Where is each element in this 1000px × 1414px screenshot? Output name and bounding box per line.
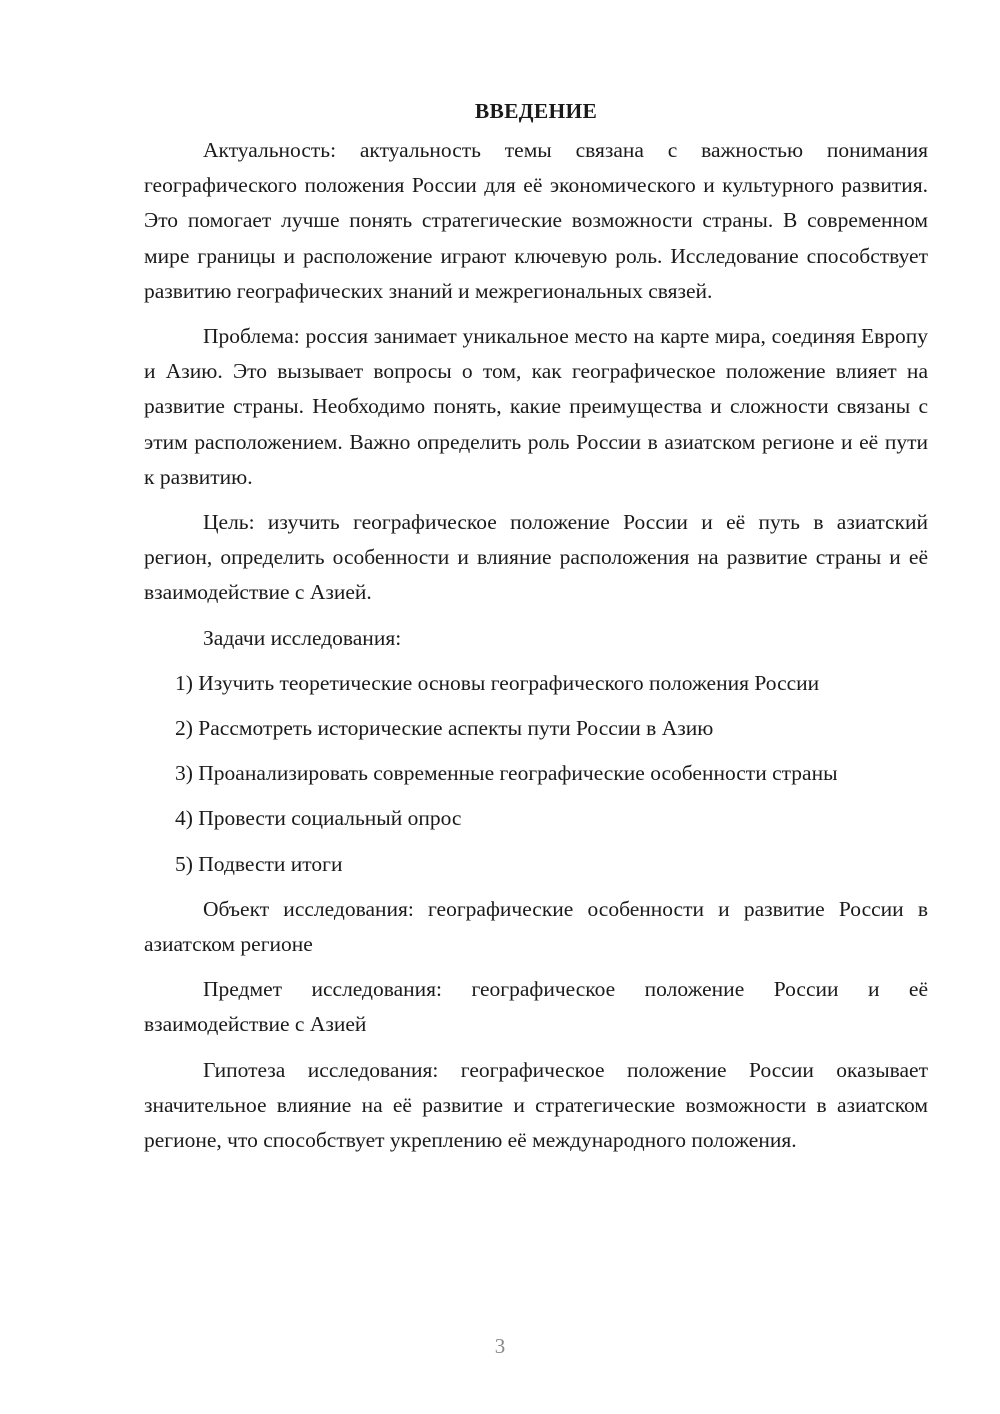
- task-item: 5) Подвести итоги: [175, 851, 343, 876]
- tasks-heading: Задачи исследования:: [203, 625, 402, 650]
- object-paragraph: Объект исследования: географические особенности и развитие России в азиатском регионе: [144, 896, 928, 957]
- page-number: 3: [494, 1334, 506, 1358]
- goal-paragraph: Цель: изучить географическое положение России и её путь в азиатский регион, определить особенности и влияние расположения на развитие страны и её взаимодействие с Азией.: [144, 510, 928, 605]
- problem-paragraph: Проблема: россия занимает уникальное место на карте мира, соединяя Европу и Азию. Это вызывает вопросы о том, как географическое положение влияет на развитие страны. Необходимо понять, какие преимущества и сложности связаны с этим расположением. Важно определить роль России в азиатском регионе и её пути к развитию.: [144, 324, 928, 489]
- task-item: 3) Проанализировать современные географические особенности страны: [175, 761, 838, 786]
- subject-paragraph: Предмет исследования: географическое положение России и её взаимодействие с Азией: [144, 977, 928, 1037]
- page-title: ВВЕДЕНИЕ: [474, 99, 598, 123]
- task-item: 4) Провести социальный опрос: [175, 806, 462, 831]
- task-item: 2) Рассмотреть исторические аспекты пути России в Азию: [175, 716, 714, 741]
- relevance-paragraph: Актуальность: актуальность темы связана с важностью понимания географического положения России для её экономического и культурного развития. Это помогает лучше понять стратегические возможности страны. В современном мире границы и расположение играют ключевую роль. Исследование способствует развитию географических знаний и межрегиональных связей.: [144, 138, 928, 303]
- page-content: [144, 96, 928, 1168]
- hypothesis-paragraph: Гипотеза исследования: географическое положение России оказывает значительное влияние на её развитие и стратегические возможности в азиатском регионе, что способствует укреплению её международного положения.: [144, 1057, 928, 1153]
- task-item: 1) Изучить теоретические основы географического положения России: [175, 670, 820, 695]
